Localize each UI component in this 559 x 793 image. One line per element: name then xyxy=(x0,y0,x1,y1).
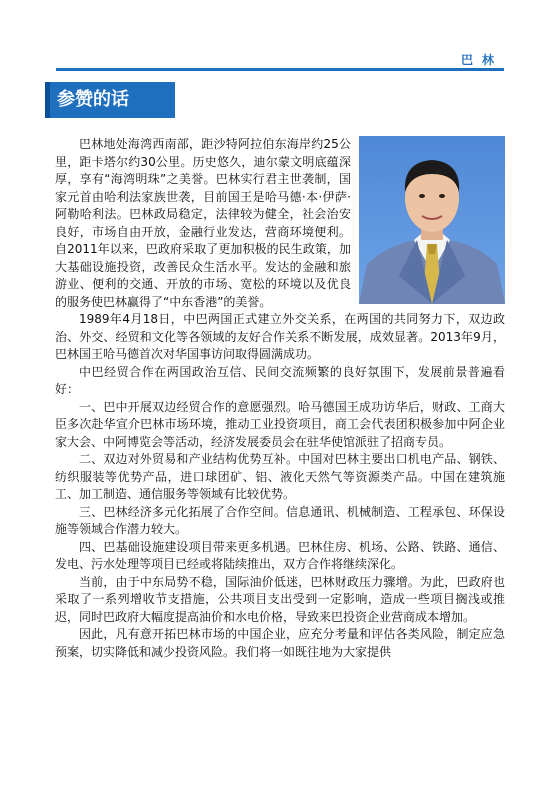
header-rule xyxy=(56,68,504,71)
portrait-illustration xyxy=(359,136,505,304)
paragraph: 1989年4月18日，中巴两国正式建立外交关系，在两国的共同努力下，双边政治、外交、经贸和文化等各领域的友好合作关系不断发展，成效显著。2013年9月，巴林国王哈马德首次对华国事访问取得圆满成功。 xyxy=(55,312,505,361)
paragraph: 一、巴中开展双边经贸合作的意愿强烈。哈马德国王成功访华后，财政、工商大臣多次赴华宣介巴林市场环境，推动工业投资项目，商工会代表团积极参加中阿企业家大会、中阿博览会等活动，经济发展委员会在驻华使馆派驻了招商专员。 xyxy=(55,399,505,449)
paragraph: 因此，凡有意开拓巴林市场的中国企业，应充分考量和评估各类风险，制定应急预案，切实降低和减少投资风险。我们将一如既往地为大家提供 xyxy=(55,627,505,659)
chapter-label: 巴林 xyxy=(460,53,503,67)
paragraph: 中巴经贸合作在两国政治互信、民间交流频繁的良好氛围下，发展前景普遍看好： xyxy=(55,364,505,396)
paragraph: 四、巴基础设施建设项目带来更多机遇。巴林住房、机场、公路、铁路、通信、发电、污水处理等项目已经或将陆续推出，双方合作将继续深化。 xyxy=(55,539,505,571)
body-text xyxy=(55,136,505,661)
paragraph: 当前，由于中东局势不稳，国际油价低迷，巴林财政压力骤增。为此，巴政府也采取了一系列增收节支措施，公共项目支出受到一定影响，造成一些项目搁浅或推迟，同时巴政府大幅度提高油价和水电价格，导致来巴投资企业营商成本增加。 xyxy=(55,574,505,624)
portrait-photo xyxy=(359,136,505,304)
paragraph: 三、巴林经济多元化拓展了合作空间。信息通讯、机械制造、工程承包、环保设施等领域合作潜力较大。 xyxy=(55,504,505,536)
paragraph: 二、双边对外贸易和产业结构优势互补。中国对巴林主要出口机电产品、钢铁、纺织服装等优势产品，进口球团矿、铝、液化天然气等资源类产品。中国在建筑施工、加工制造、通信服务等领域有比较优势。 xyxy=(55,452,505,501)
paragraph: 巴林地处海湾西南部，距沙特阿拉伯东海岸约25公里，距卡塔尔约30公里。历史悠久，迪尔蒙文明底蕴深厚，享有“海湾明珠”之美誉。巴林实行君主世袭制，国家元首由哈利法家族世袭，目前国王是哈马德·本·伊萨·阿勒哈利法。巴林政局稳定，法律较为健全，社会治安良好，市场自由开放，金融行业发达，营商环境便利。自2011年以来，巴政府采取了更加积极的民生政策，加大基础设施投资，改善民众生活水平。发达的金融和旅游业、便利的交通、开放的市场、宽松的环境以及优良的服务使巴林赢得了“中东香港”的美誉。 xyxy=(55,137,351,309)
section-title-tab xyxy=(45,82,175,118)
section-tab-accent xyxy=(45,82,50,118)
section-title: 参赞的话 xyxy=(57,89,129,110)
